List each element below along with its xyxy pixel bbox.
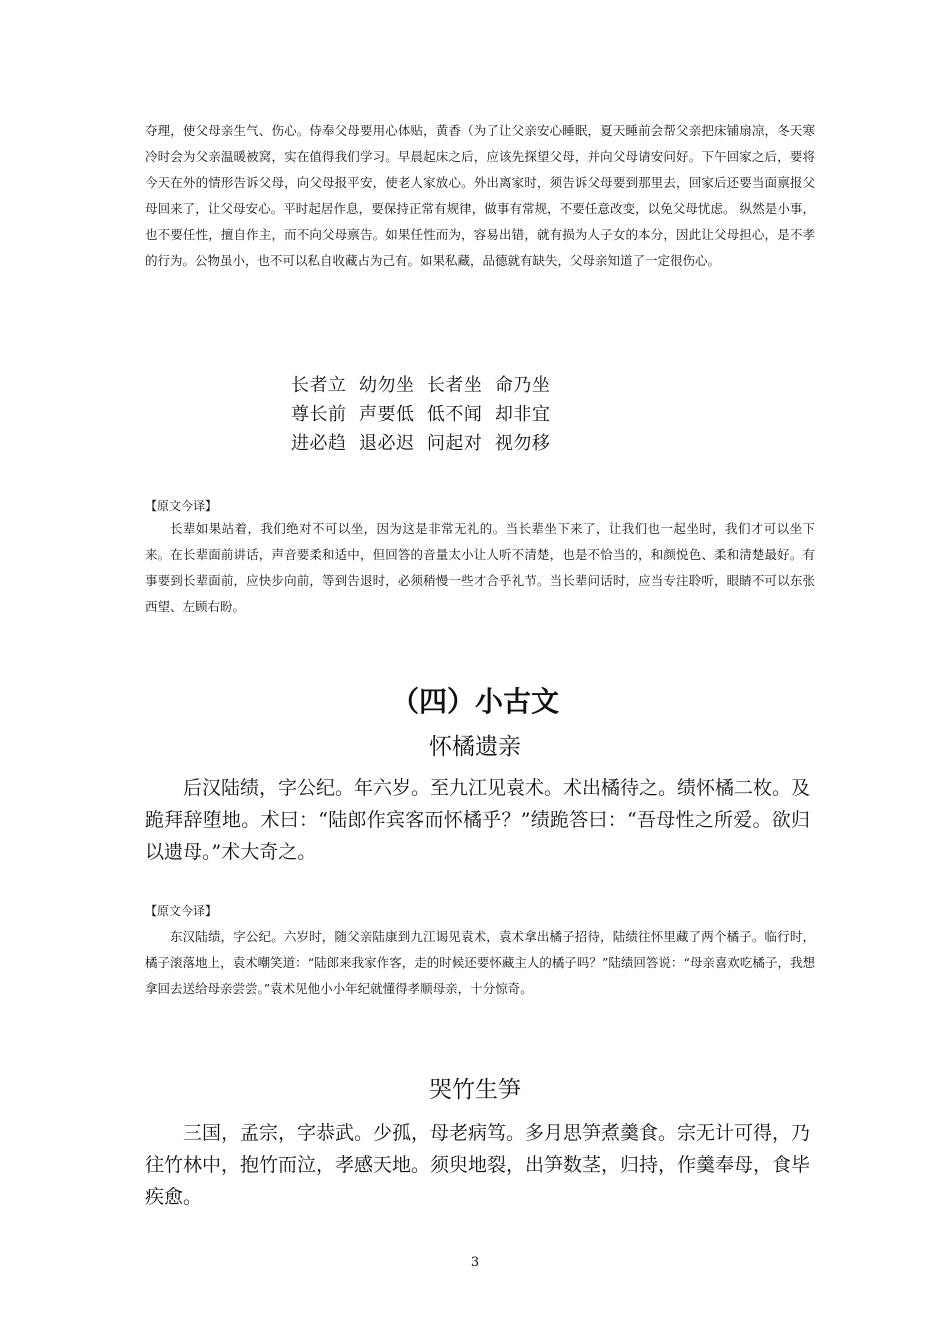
poem-line-1: 长者立 幼勿坐 长者坐 命乃坐 <box>291 375 551 396</box>
poem-line-2: 尊长前 声要低 低不闻 却非宜 <box>291 404 551 425</box>
translation-label: 【原文今译】 <box>145 904 218 918</box>
page-number: 3 <box>470 1255 480 1270</box>
story-title: 哭竹生笋 <box>429 1077 521 1103</box>
story-text: 三国，孟宗，字恭武。少孤，母老病笃。多月思笋煮羹食。宗无计可得，乃往竹林中，抱竹而泣，孝感天地。须臾地裂，出笋数茎，归持，作羹奉母，食毕疾愈。 <box>145 1122 811 1208</box>
translation-paragraph: 长辈如果站着，我们绝对不可以坐，因为这是非常无礼的。当长辈坐下来了，让我们也一起坐时，我们才可以坐下来。在长辈面前讲话，声音要柔和适中，但回答的音量太小让人听不清楚，也是不恰当的，和颜悦色、柔和清楚最好。有事要到长辈面前，应快步向前，等到告退时，必须稍慢一些才合乎礼节。当长辈问话时，应当专注聆听，眼睛不可以东张西望、左顾右盼。 <box>145 521 815 614</box>
story-text: 后汉陆绩，字公纪。年六岁。至九江见袁术。术出橘待之。绩怀橘二枚。及跪拜辞堕地。术曰：“陆郎作宾客而怀橘乎？”绩跪答曰：“吾母性之所爱。欲归以遗母。”术大奇之。 <box>145 777 811 863</box>
translation-paragraph: 东汉陆绩，字公纪。六岁时，随父亲陆康到九江谒见袁术，袁术拿出橘子招待，陆绩往怀里藏了两个橘子。临行时，橘子滚落地上，袁术嘲笑道：“陆郎来我家作客，走的时候还要怀藏主人的橘子吗？”陆绩回答说：“母亲喜欢吃橘子，我想拿回去送给母亲尝尝。”袁术见他小小年纪就懂得孝顺母亲，十分惊奇。 <box>145 929 815 996</box>
poem-block <box>291 371 550 458</box>
story-title: 怀橘遗亲 <box>429 734 521 760</box>
section-title: （四）小古文 <box>390 685 559 718</box>
top-paragraph: 夺理，使父母亲生气、伤心。侍奉父母要用心体贴，黄香（为了让父亲安心睡眠，夏天睡前会帮父亲把床铺扇凉，冬天寒冷时会为父亲温暖被窝，实在值得我们学习。早晨起床之后，应该先探望父母，并向父母请安问好。下午回家之后，要将今天在外的情形告诉父母，向父母报平安，使老人家放心。外出离家时，须告诉父母要到那里去，回家后还要当面禀报父母回来了，让父母安心。平时起居作息，要保持正常有规律，做事有常规，不要任意改变，以免父母忧虑。 纵然是小事，也不要任性，擅自作主，而不向父母禀告。如果任性而为，容易出错，就有损为人子女的本分，因此让父母担心，是不孝的行为。公物虽小，也不可以私自收藏占为己有。如果私藏，品德就有缺失，父母亲知道了一定很伤心。 <box>145 123 815 268</box>
translation-label: 【原文今译】 <box>145 499 218 513</box>
poem-line-3: 进必趋 退必迟 问起对 视勿移 <box>291 433 551 454</box>
